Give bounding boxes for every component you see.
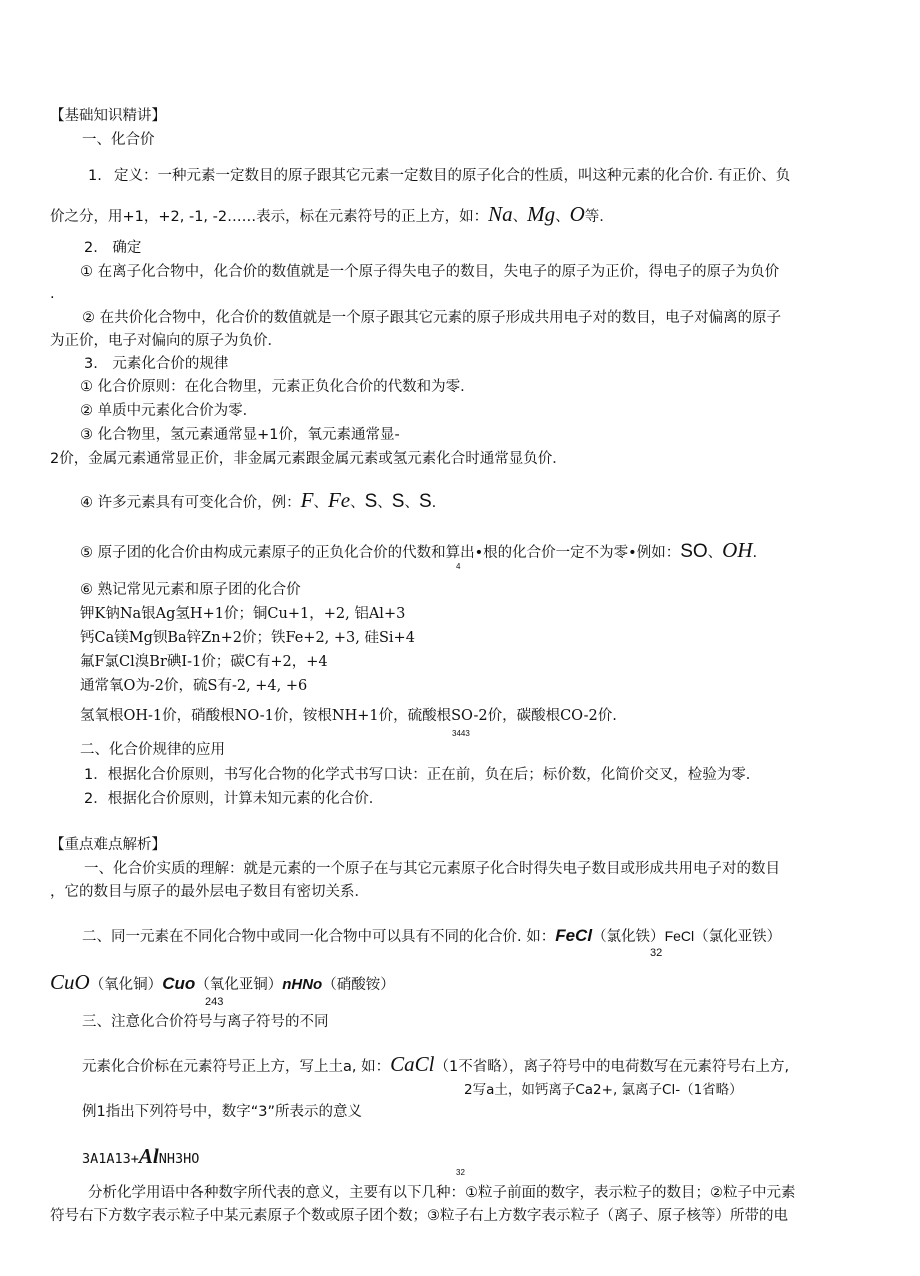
key-2-name-5: （硝酸铵）: [322, 977, 395, 993]
rule-4: [80, 490, 436, 513]
symbols-text-2: NH3HO: [158, 1151, 200, 1167]
symbol-al: Al: [138, 1144, 159, 1168]
symbol-s: S: [391, 491, 405, 512]
heading-application: 二、化合价规律的应用: [80, 742, 225, 758]
key-2-examples: [50, 972, 395, 995]
key-1-line-2: ，它的数目与原子的最外层电子数目有密切关系．: [50, 884, 369, 900]
rule-5-text: ⑤ 原子团的化合价由构成元素原子的正负化合价的代数和算出•根的化合价一定不为零•例如：: [80, 545, 681, 561]
key-2-name-2: （氯化亚铁）: [694, 929, 782, 945]
definition-line-2-end: 等.: [584, 209, 604, 225]
key-1-line-1: 一、化合价实质的理解：就是元素的一个原子在与其它元素原子化合时得失电子数目或形成共用电子对的数目: [84, 861, 780, 877]
symbols-text: 3A1A13+: [82, 1151, 139, 1167]
formula-cu2o: Cuo: [162, 974, 196, 993]
heading-valence: 一、化合价: [82, 132, 155, 148]
rule-3-line-2: 2价，金属元素通常显正价，非金属元素跟金属元素或氢元素化合时通常显负价．: [50, 451, 567, 467]
mnemonic-line-4: 通常氧O为-2价，硫S有-2, +4, +6: [80, 678, 308, 694]
separator: 、: [555, 209, 570, 225]
symbol-o: O: [569, 202, 585, 226]
definition-line-2: [50, 204, 604, 227]
determine-covalent-line-1: ② 在共价化合物中，化合价的数值就是一个原子跟其它元素的原子形成共用电子对的数目，电子对偏离的原子: [82, 310, 782, 326]
formula-nh4no3: nHNo: [282, 976, 323, 993]
definition-line-1: 定义：一种元素一定数目的原子跟其它元素一定数目的原子化合的性质，叫这种元素的化合价. 有正价、负: [114, 168, 791, 184]
key-2-text: 二、同一元素在不同化合物中或同一化合物中可以具有不同的化合价. 如：: [82, 929, 556, 945]
rule-5-end: .: [752, 545, 758, 561]
rule-2: ② 单质中元素化合价为零．: [80, 403, 258, 419]
rule-4-end: .: [431, 495, 437, 511]
separator: 、: [512, 209, 528, 225]
mnemonic-subscripts: 3443: [452, 729, 470, 738]
formula-cuo: CuO: [50, 970, 90, 994]
mnemonic-line-2: 钙Ca镁Mg钡Ba锌Zn+2价；铁Fe+2, +3, 硅Si+4: [80, 630, 415, 646]
separator: 、: [377, 495, 392, 511]
rule-5: [80, 540, 757, 563]
mnemonic-line-3: 氟F氯Cl溴Br碘I-1价；碳C有+2，+4: [80, 654, 328, 670]
definition-number: 1.: [88, 168, 102, 184]
symbol-oh: OH: [722, 538, 753, 562]
analysis-line-2: 符号右下方数字表示粒子中某元素原子个数或原子团个数；③粒子右上方数字表示粒子（离子、原子核等）所带的电: [50, 1208, 788, 1224]
example-1: 例1指出下列符号中，数字“3”所表示的意义: [82, 1104, 362, 1120]
mnemonic-line-5: 氢氧根OH-1价，硝酸根NO-1价，铵根NH+1价，硫酸根SO-2价，碳酸根CO-2价.: [80, 708, 617, 724]
symbol-fe: Fe: [327, 488, 351, 512]
rule-1: ① 化合价原则：在化合物里，元素正负化合价的代数和为零.: [80, 379, 465, 395]
example-1-symbols: [82, 1146, 199, 1169]
separator: 、: [707, 545, 723, 561]
symbol-f: F: [300, 488, 314, 512]
key-2: [82, 926, 781, 947]
formula-fecl2: FeCl: [664, 928, 695, 944]
separator: 、: [404, 495, 419, 511]
analysis-line-1: 分析化学用语中各种数字所代表的意义，主要有以下几种：①粒子前面的数字，表示粒子的数目；②粒子中元素: [88, 1185, 796, 1201]
application-1: 1．根据化合价原则，书写化合物的化学式书写口诀：正在前，负在后；标价数，化简价交叉，检验为零．: [84, 767, 761, 783]
section-heading-basic: 【基础知识精讲】: [50, 108, 166, 124]
rule-3-line-1: ③ 化合物里，氢元素通常显+1价，氧元素通常显-: [80, 427, 400, 443]
separator: 、: [350, 495, 365, 511]
symbol-s: S: [364, 491, 378, 512]
determine-title: 2. 确定: [84, 240, 142, 256]
rule-4-text: ④ 许多元素具有可变化合价，例：: [80, 495, 301, 511]
symbol-mg: Mg: [527, 202, 556, 226]
symbol-so: SO: [680, 541, 708, 562]
key-2-name-1: （氯化铁）: [592, 929, 665, 945]
rule-6: ⑥ 熟记常见元素和原子团的化合价: [80, 582, 301, 598]
key-2-subscripts: 32: [650, 947, 663, 959]
key-3: 三、注意化合价符号与离子符号的不同: [82, 1014, 329, 1030]
note-line-2: 2写a土，如钙离子Ca2+, 氯离子Cl-（1省略）: [464, 1082, 743, 1098]
application-2: 2．根据化合价原则，计算未知元素的化合价．: [84, 791, 384, 807]
mnemonic-line-1: 钾K钠Na银Ag氢H+1价；铜Cu+1，+2, 铝Al+3: [80, 606, 406, 622]
symbol-s: S: [418, 491, 432, 512]
section-heading-key: 【重点难点解析】: [50, 837, 166, 853]
key-2-example-subscripts: 243: [205, 996, 224, 1008]
determine-ionic-line-1: ① 在离子化合物中，化合价的数值就是一个原子得失电子的数目，失电子的原子为正价，得电子的原子为负价: [80, 264, 780, 280]
separator: 、: [313, 495, 328, 511]
formula-fecl3: FeCl: [555, 926, 593, 945]
symbol-na: Na: [488, 202, 513, 226]
rules-title: 3. 元素化合价的规律: [84, 356, 229, 372]
key-2-name-3: （氧化铜）: [89, 977, 163, 993]
example-1-subscripts: 32: [456, 1168, 465, 1177]
determine-ionic-line-2: .: [50, 286, 55, 302]
key-2-name-4: （氧化亚铜）: [195, 977, 283, 993]
rule-5-subscript: 4: [456, 562, 461, 571]
definition-line-2-text: 价之分，用+1，+2, -1, -2……表示，标在元素符号的正上方，如：: [50, 209, 489, 225]
formula-cacl2: CaCl: [390, 1052, 435, 1076]
note-text-2: （1不省略），离子符号中的电荷数写在元素符号右上方,: [434, 1059, 790, 1075]
determine-covalent-line-2: 为正价，电子对偏向的原子为负价．: [50, 333, 282, 349]
note-line-1: [82, 1054, 789, 1077]
note-text: 元素化合价标在元素符号正上方，写上土a, 如：: [82, 1059, 391, 1075]
